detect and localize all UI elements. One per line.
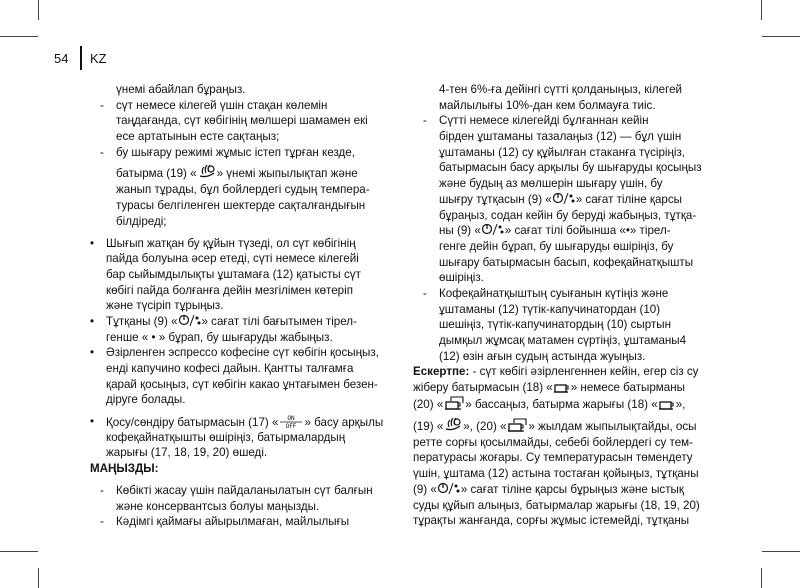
on-off-icon (278, 414, 304, 434)
text-line: ұштаманы (12) түтік-капучинатордан (10) (439, 302, 661, 316)
crop-mark-bl-v (38, 568, 39, 588)
bullet-item: • Әзірленген эспрессо кофесіне сүт көбігін қосыңыз, (90, 345, 390, 361)
text-line: шешіңіз, түтік-капучинатордың (10) сыртын (439, 318, 671, 332)
text-line: үнемі абайлап бұраңыз. (116, 83, 246, 96)
dash-item: - сүт немесе кілегей үшін стақан көлемін (90, 98, 390, 114)
important-heading: МАҢЫЗДЫ: (90, 462, 159, 476)
text-line: және будың аз мөлшерін шығару үшін, бу (439, 177, 663, 191)
text-line: (20) « » бассаңыз, батырма жарығы (18) « », (413, 396, 720, 413)
text-line: тұрақты жанғанда, сорғы жұмыс істемейді, тұтқаны (413, 514, 690, 528)
svg-text:OFF: OFF (286, 423, 297, 430)
text-line: ны (9) « » сағат тілі бойынша «•» тірел- (413, 223, 720, 239)
crop-mark-br-h (762, 551, 800, 552)
text-line: турасы белгіленген шектерде сақталғандығын (116, 199, 366, 213)
text-line: (12) өзін ағын судың астында жуыңыз. (439, 349, 646, 363)
svg-text:ON: ON (287, 415, 296, 423)
text-line: қарай қосыңыз, сүт көбігін какао ұнтағымен безен- (106, 377, 378, 391)
text-line: шығру тұтқасын (9) « » сағат тіліне қарсы (413, 192, 720, 208)
text-line: кофеқайнатқышты өшіріңіз, батырмалардың (106, 430, 346, 444)
crop-mark-tr-v (761, 0, 762, 20)
right-column (413, 82, 720, 529)
dash-item: - бу шығару режимі жұмыс істеп тұрған кезде, (90, 145, 390, 161)
text-line: дымқыл жұмсақ матамен сүртіңіз, ұштаманы4 (439, 334, 687, 347)
hot-water-symbol-icon (437, 482, 461, 500)
two-cup-icon (443, 396, 465, 415)
text-line: жанып тұрады, бұл бойлердегі судың темпера- (116, 183, 370, 197)
text-line: көбігі пайда болғанға дейін мезгілімен көтеріп (106, 283, 353, 297)
left-column (90, 82, 390, 530)
text-line: майлылығы 10%-дан кем болмауға тиіс. (439, 98, 656, 112)
text-line: батырмасын басу арқылы бу шығаруды қосыңыз (439, 161, 702, 175)
text-line: және консервантсыз болуы маңызды. (116, 499, 320, 513)
text-line: жарығы (17, 18, 19, 20) өшеді. (106, 446, 268, 460)
bullet-item: • Шығып жатқан бу құйын түзеді, ол сүт көбігінің (90, 236, 390, 252)
dash-item: - Сүтті немесе кілегейді бұлғаннан кейін (413, 113, 720, 129)
text-line: генге дейін бұрап, бу шығаруды өшіріңіз, бу (439, 239, 674, 253)
bullet-item: • Тұтқаны (9) « » сағат тілі бағытымен тірел- (90, 314, 390, 330)
two-cup-icon (506, 418, 528, 437)
note-line: Ескертпе: - сүт көбігі әзірленгеннен кейін, егер сіз су (413, 365, 699, 379)
text-line: ретте сорғы қосылмайды, себебі бойлердегі су тем- (413, 435, 693, 449)
crop-mark-br-v (761, 568, 762, 588)
page-number: 54 (54, 51, 69, 66)
crop-mark-tr-h (762, 36, 800, 37)
text-line: есе артатынын есте сақтаңыз; (116, 130, 280, 144)
crop-mark-bl-h (0, 551, 38, 552)
text-line: енді капучино кофесі дайын. Қантты талғамға (106, 362, 354, 375)
text-line: таңдағанда, сүт көбігінің мөлшері шамамен екі (116, 114, 368, 128)
text-line: 4-тен 6%-ға дейінгі сүтті қолданыңыз, кілегей (439, 83, 683, 96)
hot-water-symbol-icon (552, 192, 576, 210)
text-line: шығару батырмасын басып, кофеқайнатқышты (439, 255, 694, 269)
text-line: батырма (19) « » үнемі жыпылықтап және (90, 160, 390, 182)
text-line: пайда болуына әсер етеді, сүті немесе кілегейі (106, 252, 359, 266)
text-line: суды құйып алыңыз, батырмалар жарығы (18, 19, 20) (413, 498, 700, 512)
header-divider (80, 46, 82, 70)
note-label: Ескертпе: (413, 365, 470, 379)
language-code: KZ (90, 51, 107, 66)
text-line: бұраңыз, содан кейін бу беруді жабыңыз, тұтқа- (439, 208, 697, 222)
text-line: діруге болады. (106, 393, 186, 407)
hot-water-symbol-icon (178, 314, 202, 332)
text-line: бірден ұштаманы тазалаңыз (12) — бұл үшін (439, 130, 682, 144)
text-line: білдіреді; (116, 214, 167, 228)
crop-mark-tl-h (0, 36, 38, 37)
steam-knob-icon (443, 416, 463, 437)
crop-mark-tl-v (38, 0, 39, 20)
text-line: пературасы жоғары. Су температурасын төмендету (413, 451, 693, 465)
text-line: жіберу батырмасын (18) « » немесе батырманы (413, 380, 720, 396)
text-line: (9) « » сағат тіліне қарсы бұрыңыз және ыстық (413, 482, 720, 498)
text-line: өшіріңіз. (439, 271, 484, 285)
text-line: бар сыйымдылықты ұштамаға (12) қатысты сүт (106, 267, 361, 281)
text-line: ұштаманы (12) су құйылған стаканға түсіріңіз, (439, 145, 686, 159)
dash-item: - Кәдімгі қаймағы айырылмаған, майлылығы (90, 514, 390, 530)
dash-item: - Кофеқайнатқыштың суығанын күтіңіз және (413, 286, 720, 302)
text-line: үшін, ұштама (12) астына тостаған қойыңыз, тұтқаны (413, 467, 699, 481)
dash-item: - Көбікті жасау үшін пайдаланылатын сүт балғын (90, 483, 390, 499)
text-line: және түсіріп тұрыңыз. (106, 299, 224, 313)
bullet-item: • Қосу/сөндіру батырмасын (17) « ON OFF » басу арқылы (90, 414, 390, 430)
text-line: генше « • » бұрап, бу шығаруды жабыңыз. (106, 330, 333, 344)
one-cup-icon (658, 397, 676, 415)
text-line: (19) « », (20) « » жылдам жыпылықтайды, осы (413, 413, 720, 435)
steam-knob-icon (197, 163, 217, 184)
